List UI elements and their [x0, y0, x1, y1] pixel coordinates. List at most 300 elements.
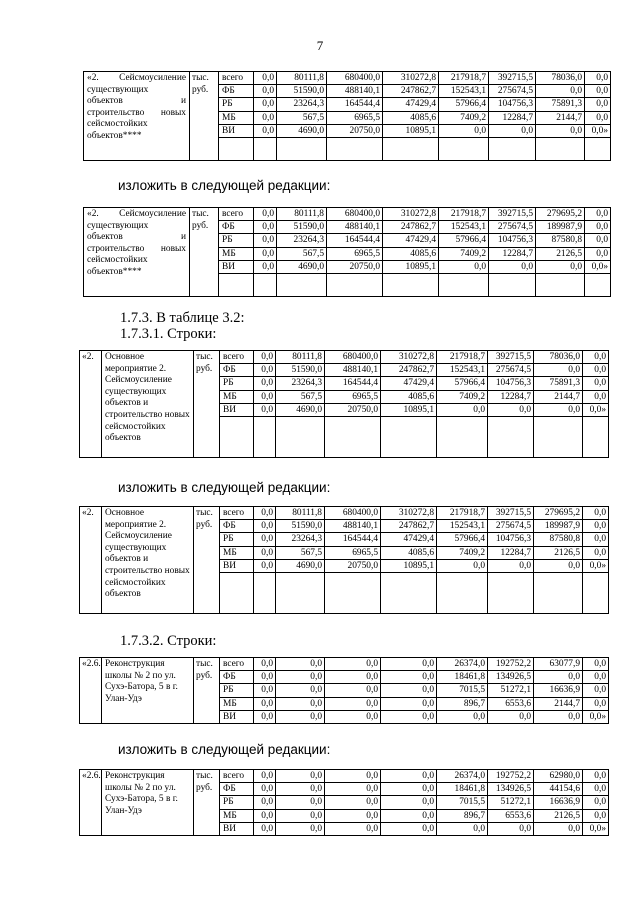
empty-cell	[325, 573, 381, 614]
value-cell: 0,0	[583, 684, 609, 697]
value-cell: 44154,6	[534, 783, 583, 796]
value-cell: 0,0	[583, 809, 609, 822]
empty-cell	[219, 138, 254, 161]
value-cell: 896,7	[437, 809, 488, 822]
funding-source: РБ	[220, 684, 254, 697]
table-school-old	[79, 657, 609, 724]
funding-source: РБ	[220, 377, 254, 390]
value-cell: 0,0	[439, 260, 489, 273]
value-cell: 567,5	[277, 111, 327, 124]
value-cell: 10895,1	[381, 403, 437, 416]
value-cell: 189987,9	[536, 221, 585, 234]
empty-cell	[536, 274, 585, 297]
value-cell: 2144,7	[534, 390, 583, 403]
funding-source: МБ	[220, 390, 254, 403]
value-cell: 680400,0	[327, 208, 383, 221]
table-seismic-new	[83, 207, 611, 297]
value-cell: 247862,7	[383, 221, 439, 234]
value-cell: 0,0	[254, 658, 276, 671]
value-cell: 0,0	[381, 770, 437, 783]
value-cell: 12284,7	[488, 546, 534, 559]
value-cell: 0,0	[254, 98, 277, 111]
item-description: Основное мероприятие 2. Сейсмоусиление существующих объектов и строительство новых сейсмостойких объектов	[102, 507, 194, 614]
value-cell: 0,0	[381, 783, 437, 796]
value-cell: 279695,2	[536, 208, 585, 221]
value-cell: 0,0	[254, 684, 276, 697]
value-cell: 10895,1	[383, 260, 439, 273]
value-cell: 0,0	[254, 247, 277, 260]
value-cell: 0,0	[381, 658, 437, 671]
value-cell: 392715,5	[489, 72, 536, 85]
value-cell: 0,0	[583, 546, 609, 559]
empty-cell	[439, 274, 489, 297]
value-cell: 0,0	[534, 403, 583, 416]
empty-cell	[437, 417, 488, 458]
value-cell: 6965,5	[325, 390, 381, 403]
value-cell: 275674,5	[489, 221, 536, 234]
value-cell: 310272,8	[381, 351, 437, 364]
item-description: Основное мероприятие 2. Сейсмоусиление существующих объектов и строительство новых сейсмостойких объектов	[102, 351, 194, 458]
value-cell: 10895,1	[381, 559, 437, 572]
empty-cell	[383, 138, 439, 161]
value-cell: 488140,1	[325, 364, 381, 377]
empty-cell	[381, 417, 437, 458]
value-cell: 164544,4	[327, 98, 383, 111]
redaction-note-2: изложить в следующей редакции:	[118, 480, 331, 495]
value-cell: 0,0	[254, 559, 276, 572]
empty-cell	[536, 138, 585, 161]
value-cell: 75891,3	[534, 377, 583, 390]
funding-source: ВИ	[219, 124, 254, 137]
funding-source: РБ	[220, 796, 254, 809]
value-cell: 0,0	[325, 822, 381, 835]
value-cell: 0,0	[254, 697, 276, 710]
value-cell: 247862,7	[381, 364, 437, 377]
value-cell: 189987,9	[534, 520, 583, 533]
value-cell: 0,0	[534, 559, 583, 572]
value-cell: 164544,4	[325, 377, 381, 390]
value-cell: 16636,9	[534, 684, 583, 697]
value-cell: 0,0	[254, 364, 276, 377]
value-cell: 0,0	[254, 124, 277, 137]
value-cell: 0,0	[276, 783, 325, 796]
value-cell: 680400,0	[325, 351, 381, 364]
value-cell: 0,0	[437, 710, 488, 723]
item-number: «2.6.	[80, 770, 102, 836]
value-cell: 0,0	[488, 822, 534, 835]
table-row	[80, 770, 609, 783]
value-cell: 75891,3	[536, 98, 585, 111]
value-cell: 392715,5	[488, 507, 534, 520]
item-number: «2.	[80, 507, 102, 614]
value-cell: 0,0	[583, 671, 609, 684]
value-cell: 6965,5	[327, 111, 383, 124]
value-cell: 217918,7	[439, 208, 489, 221]
empty-cell	[254, 573, 276, 614]
value-cell: 6965,5	[325, 546, 381, 559]
value-cell: 0,0	[254, 809, 276, 822]
empty-cell	[583, 417, 609, 458]
value-cell: 0,0	[536, 85, 585, 98]
value-cell: 0,0	[489, 260, 536, 273]
value-cell: 2126,5	[534, 809, 583, 822]
value-cell: 0,0	[534, 710, 583, 723]
value-cell: 0,0»	[583, 559, 609, 572]
item-description: «2. Сейсмоусиление существующих объектов и строительство новых сейсмостойких объектов****	[84, 208, 190, 297]
value-cell: 78036,0	[536, 72, 585, 85]
value-cell: 7409,2	[437, 390, 488, 403]
value-cell: 0,0	[381, 697, 437, 710]
empty-cell	[327, 138, 383, 161]
value-cell: 0,0	[325, 684, 381, 697]
funding-source: ФБ	[220, 520, 254, 533]
funding-source: МБ	[220, 809, 254, 822]
value-cell: 0,0	[254, 507, 276, 520]
value-cell: 0,0	[536, 260, 585, 273]
value-cell: 152543,1	[439, 221, 489, 234]
value-cell: 0,0	[534, 822, 583, 835]
value-cell: 4085,6	[383, 247, 439, 260]
value-cell: 0,0	[437, 403, 488, 416]
value-cell: 217918,7	[437, 351, 488, 364]
value-cell: 4085,6	[381, 546, 437, 559]
unit-label: тыс. руб.	[194, 507, 220, 614]
empty-cell	[219, 274, 254, 297]
value-cell: 0,0	[439, 124, 489, 137]
value-cell: 0,0	[583, 351, 609, 364]
value-cell: 164544,4	[325, 533, 381, 546]
value-cell: 62980,0	[534, 770, 583, 783]
value-cell: 0,0	[254, 208, 277, 221]
empty-cell	[325, 417, 381, 458]
value-cell: 0,0	[488, 403, 534, 416]
empty-cell	[276, 573, 325, 614]
value-cell: 247862,7	[383, 85, 439, 98]
value-cell: 57966,4	[439, 98, 489, 111]
value-cell: 275674,5	[488, 520, 534, 533]
value-cell: 0,0	[437, 559, 488, 572]
value-cell: 0,0	[585, 72, 611, 85]
value-cell: 78036,0	[534, 351, 583, 364]
funding-source: всего	[220, 658, 254, 671]
value-cell: 0,0	[534, 671, 583, 684]
unit-label: тыс. руб.	[194, 658, 220, 724]
value-cell: 488140,1	[327, 85, 383, 98]
value-cell: 310272,8	[381, 507, 437, 520]
empty-cell	[534, 417, 583, 458]
value-cell: 0,0	[254, 234, 277, 247]
funding-source: МБ	[220, 697, 254, 710]
value-cell: 152543,1	[437, 520, 488, 533]
empty-cell	[276, 417, 325, 458]
empty-cell	[488, 417, 534, 458]
empty-cell	[534, 573, 583, 614]
table-row	[80, 351, 609, 364]
value-cell: 279695,2	[534, 507, 583, 520]
table-row	[84, 208, 611, 221]
empty-cell	[583, 573, 609, 614]
empty-cell	[327, 274, 383, 297]
empty-cell	[254, 138, 277, 161]
value-cell: 152543,1	[439, 85, 489, 98]
value-cell: 104756,3	[488, 377, 534, 390]
value-cell: 2144,7	[534, 697, 583, 710]
value-cell: 23264,3	[276, 377, 325, 390]
table-seismic-old	[83, 71, 611, 161]
value-cell: 0,0	[325, 770, 381, 783]
value-cell: 0,0	[381, 822, 437, 835]
value-cell: 0,0	[325, 796, 381, 809]
empty-cell	[277, 138, 327, 161]
value-cell: 134926,5	[488, 783, 534, 796]
value-cell: 567,5	[276, 390, 325, 403]
redaction-note-1: изложить в следующей редакции:	[118, 178, 331, 193]
value-cell: 192752,2	[488, 770, 534, 783]
value-cell: 7409,2	[439, 247, 489, 260]
empty-cell	[489, 138, 536, 161]
value-cell: 104756,3	[489, 234, 536, 247]
heading-1-7-3: 1.7.3. В таблице 3.2:	[120, 310, 245, 326]
value-cell: 10895,1	[383, 124, 439, 137]
funding-source: всего	[219, 72, 254, 85]
funding-source: всего	[220, 351, 254, 364]
value-cell: 0,0»	[583, 822, 609, 835]
value-cell: 6553,6	[488, 809, 534, 822]
empty-cell	[381, 573, 437, 614]
value-cell: 217918,7	[439, 72, 489, 85]
value-cell: 4690,0	[277, 260, 327, 273]
funding-source: ФБ	[220, 364, 254, 377]
value-cell: 0,0	[583, 507, 609, 520]
item-number: «2.6.	[80, 658, 102, 724]
value-cell: 12284,7	[489, 111, 536, 124]
value-cell: 0,0	[381, 710, 437, 723]
value-cell: 192752,2	[488, 658, 534, 671]
value-cell: 0,0	[254, 403, 276, 416]
value-cell: 0,0	[585, 221, 611, 234]
value-cell: 310272,8	[383, 72, 439, 85]
funding-source: РБ	[220, 533, 254, 546]
value-cell: 0,0	[276, 770, 325, 783]
value-cell: 20750,0	[327, 260, 383, 273]
funding-source: всего	[219, 208, 254, 221]
value-cell: 0,0»	[585, 124, 611, 137]
value-cell: 896,7	[437, 697, 488, 710]
value-cell: 57966,4	[439, 234, 489, 247]
table-row	[80, 658, 609, 671]
value-cell: 0,0	[585, 111, 611, 124]
funding-source: ВИ	[220, 822, 254, 835]
value-cell: 164544,4	[327, 234, 383, 247]
funding-source: МБ	[220, 546, 254, 559]
empty-cell	[585, 138, 611, 161]
funding-source: ВИ	[219, 260, 254, 273]
value-cell: 23264,3	[277, 234, 327, 247]
value-cell: 4690,0	[276, 403, 325, 416]
value-cell: 51590,0	[276, 364, 325, 377]
value-cell: 87580,8	[534, 533, 583, 546]
value-cell: 0,0	[325, 783, 381, 796]
value-cell: 152543,1	[437, 364, 488, 377]
value-cell: 51272,1	[488, 796, 534, 809]
value-cell: 0,0	[276, 684, 325, 697]
value-cell: 0,0	[381, 671, 437, 684]
value-cell: 0,0	[381, 684, 437, 697]
value-cell: 104756,3	[489, 98, 536, 111]
funding-source: ФБ	[219, 85, 254, 98]
value-cell: 0,0	[276, 671, 325, 684]
value-cell: 0,0	[583, 770, 609, 783]
value-cell: 0,0	[276, 822, 325, 835]
value-cell: 0,0	[585, 98, 611, 111]
heading-1-7-3-2: 1.7.3.2. Строки:	[120, 633, 217, 649]
value-cell: 247862,7	[381, 520, 437, 533]
value-cell: 0,0	[276, 809, 325, 822]
funding-source: ФБ	[220, 671, 254, 684]
value-cell: 20750,0	[327, 124, 383, 137]
value-cell: 134926,5	[488, 671, 534, 684]
value-cell: 0,0	[254, 72, 277, 85]
value-cell: 0,0	[325, 710, 381, 723]
value-cell: 0,0	[254, 546, 276, 559]
value-cell: 0,0	[583, 390, 609, 403]
funding-source: всего	[220, 770, 254, 783]
value-cell: 18461,8	[437, 671, 488, 684]
item-description: Реконструкция школы № 2 по ул. Сухэ-Батора, 5 в г. Улан-Удэ	[102, 658, 194, 724]
value-cell: 0,0	[536, 124, 585, 137]
value-cell: 12284,7	[489, 247, 536, 260]
value-cell: 2126,5	[536, 247, 585, 260]
value-cell: 57966,4	[437, 533, 488, 546]
value-cell: 567,5	[277, 247, 327, 260]
value-cell: 488140,1	[325, 520, 381, 533]
value-cell: 51590,0	[277, 221, 327, 234]
empty-cell	[220, 573, 254, 614]
table-row	[84, 72, 611, 85]
value-cell: 0,0	[276, 697, 325, 710]
empty-cell	[437, 573, 488, 614]
value-cell: 0,0	[254, 221, 277, 234]
value-cell: 6965,5	[327, 247, 383, 260]
funding-source: ВИ	[220, 710, 254, 723]
value-cell: 0,0	[583, 377, 609, 390]
unit-label: тыс. руб.	[194, 351, 220, 458]
value-cell: 18461,8	[437, 783, 488, 796]
value-cell: 0,0	[254, 770, 276, 783]
heading-1-7-3-1: 1.7.3.1. Строки:	[120, 326, 217, 342]
value-cell: 0,0	[583, 796, 609, 809]
value-cell: 0,0	[276, 796, 325, 809]
value-cell: 20750,0	[325, 403, 381, 416]
value-cell: 12284,7	[488, 390, 534, 403]
value-cell: 0,0	[254, 671, 276, 684]
empty-cell	[254, 417, 276, 458]
page-number: 7	[316, 38, 324, 53]
value-cell: 20750,0	[325, 559, 381, 572]
value-cell: 47429,4	[381, 533, 437, 546]
value-cell: 7409,2	[439, 111, 489, 124]
funding-source: всего	[220, 507, 254, 520]
value-cell: 104756,3	[488, 533, 534, 546]
value-cell: 0,0	[254, 377, 276, 390]
value-cell: 0,0»	[583, 403, 609, 416]
value-cell: 0,0	[585, 208, 611, 221]
value-cell: 47429,4	[383, 234, 439, 247]
value-cell: 16636,9	[534, 796, 583, 809]
item-number: «2.	[80, 351, 102, 458]
value-cell: 0,0	[254, 260, 277, 273]
value-cell: 567,5	[276, 546, 325, 559]
table-measure2-old	[79, 350, 609, 458]
funding-source: РБ	[219, 234, 254, 247]
table-row	[80, 507, 609, 520]
table-school-new	[79, 769, 609, 836]
unit-label: тыс. руб.	[190, 72, 219, 161]
value-cell: 4085,6	[383, 111, 439, 124]
empty-cell	[489, 274, 536, 297]
value-cell: 4690,0	[277, 124, 327, 137]
unit-label: тыс. руб.	[194, 770, 220, 836]
value-cell: 80111,8	[277, 208, 327, 221]
value-cell: 0,0	[488, 559, 534, 572]
value-cell: 0,0	[488, 710, 534, 723]
value-cell: 0,0	[325, 671, 381, 684]
value-cell: 63077,9	[534, 658, 583, 671]
value-cell: 0,0	[325, 697, 381, 710]
funding-source: МБ	[219, 247, 254, 260]
value-cell: 4085,6	[381, 390, 437, 403]
value-cell: 80111,8	[276, 507, 325, 520]
value-cell: 0,0	[585, 234, 611, 247]
value-cell: 80111,8	[277, 72, 327, 85]
value-cell: 6553,6	[488, 697, 534, 710]
value-cell: 275674,5	[489, 85, 536, 98]
table-measure2-new	[79, 506, 609, 614]
value-cell: 0,0	[583, 658, 609, 671]
value-cell: 26374,0	[437, 770, 488, 783]
redaction-note-3: изложить в следующей редакции:	[118, 742, 331, 757]
value-cell: 0,0	[254, 796, 276, 809]
unit-label: тыс. руб.	[190, 208, 219, 297]
value-cell: 0,0	[585, 85, 611, 98]
value-cell: 392715,5	[489, 208, 536, 221]
value-cell: 0,0	[254, 520, 276, 533]
value-cell: 47429,4	[381, 377, 437, 390]
value-cell: 0,0	[254, 111, 277, 124]
value-cell: 0,0	[254, 533, 276, 546]
value-cell: 0,0	[583, 520, 609, 533]
funding-source: ФБ	[219, 221, 254, 234]
value-cell: 0,0	[534, 364, 583, 377]
value-cell: 0,0	[254, 390, 276, 403]
value-cell: 0,0	[276, 658, 325, 671]
value-cell: 57966,4	[437, 377, 488, 390]
value-cell: 51590,0	[276, 520, 325, 533]
value-cell: 0,0	[254, 783, 276, 796]
value-cell: 680400,0	[327, 72, 383, 85]
value-cell: 0,0	[583, 697, 609, 710]
value-cell: 0,0	[254, 822, 276, 835]
value-cell: 0,0	[276, 710, 325, 723]
empty-cell	[220, 417, 254, 458]
value-cell: 680400,0	[325, 507, 381, 520]
value-cell: 7015,5	[437, 796, 488, 809]
value-cell: 0,0	[325, 809, 381, 822]
value-cell: 23264,3	[276, 533, 325, 546]
funding-source: ВИ	[220, 403, 254, 416]
value-cell: 0,0	[437, 822, 488, 835]
item-description: «2. Сейсмоусиление существующих объектов и строительство новых сейсмостойких объектов****	[84, 72, 190, 161]
